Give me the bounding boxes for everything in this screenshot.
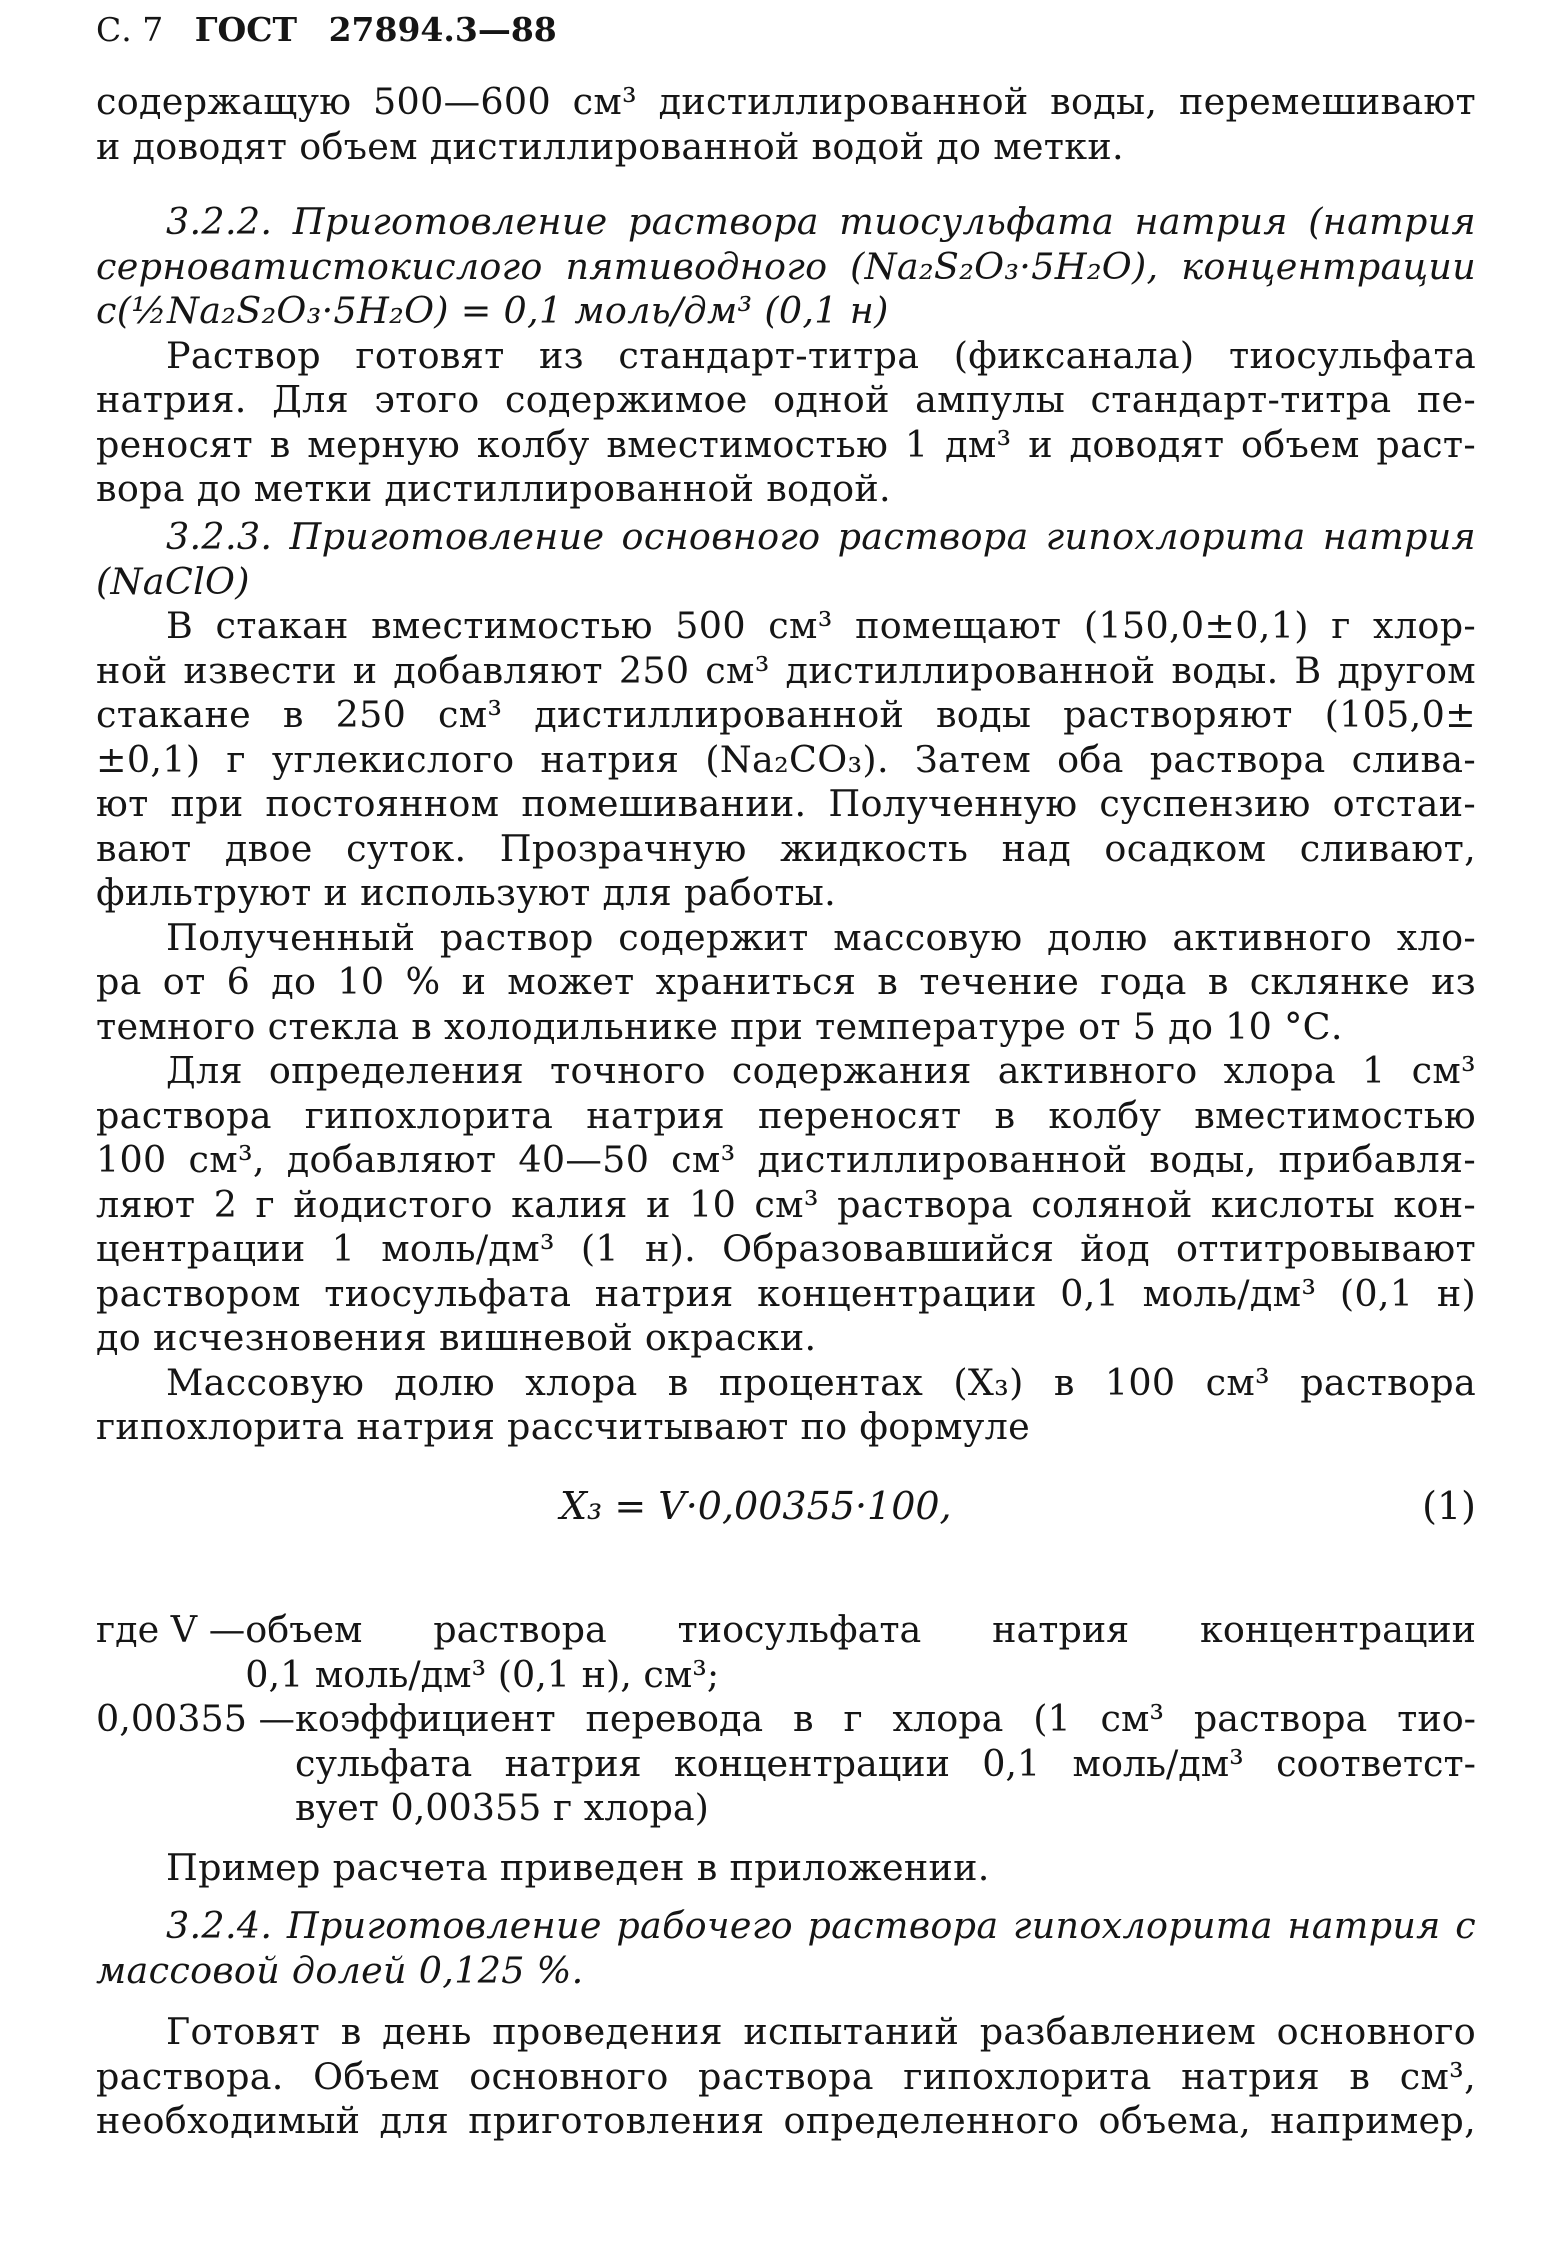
text-line: стакане в 250 см³ дистиллированной воды растворяют (105,0± — [96, 693, 1476, 736]
text-line: Раствор готовят из стандарт-титра (фиксанала) тиосульфата — [166, 333, 1476, 377]
section-3-2-2 — [96, 200, 1476, 512]
formula-number: (1) — [1422, 1484, 1476, 1528]
text-line: 100 см³, добавляют 40—50 см³ дистиллированной воды, прибавля- — [96, 1138, 1476, 1181]
text-line: сульфата натрия концентрации 0,1 моль/дм³ соответст- — [295, 1741, 1476, 1785]
text-line: натрия. Для этого содержимое одной ампулы стандарт-титра пе- — [96, 378, 1476, 421]
text-line: Полученный раствор содержит массовую долю активного хло- — [166, 915, 1476, 959]
text-line: ной извести и добавляют 250 см³ дистиллированной воды. В другом — [96, 648, 1476, 692]
legend-key: где V — — [96, 1608, 246, 1651]
heading-line: серноватистокислого пятиводного (Na₂S₂O₃·5H₂O), концентрации — [96, 244, 1476, 288]
text-line: раствором тиосульфата натрия концентрации 0,1 моль/дм³ (0,1 н) — [96, 1271, 1476, 1315]
text-line: необходимый для приготовления определенного объема, например, — [96, 2099, 1476, 2142]
text-line: ют при постоянном помешивании. Полученную суспензию отстаи- — [96, 782, 1476, 825]
paragraph — [96, 1049, 1476, 1361]
legend-row — [96, 1608, 1476, 1697]
section-heading — [96, 1904, 1476, 1993]
text-line: до исчезновения вишневой окраски. — [96, 1316, 817, 1359]
legend-description — [295, 1697, 1476, 1831]
text-line: ляют 2 г йодистого калия и 10 см³ раствора соляной кислоты кон- — [96, 1182, 1476, 1226]
heading-line: (NaClO) — [96, 559, 250, 603]
section-body — [96, 2010, 1476, 2144]
legend-key: 0,00355 — — [96, 1697, 296, 1740]
text-line: Для определения точного содержания активного хлора 1 см³ — [166, 1049, 1476, 1092]
paragraph — [96, 916, 1476, 1050]
heading-line: массовой долей 0,125 %. — [96, 1948, 584, 1992]
page-header — [96, 10, 557, 50]
section-body — [96, 334, 1476, 512]
text-line: вует 0,00355 г хлора) — [295, 1786, 709, 1829]
text-line: ра от 6 до 10 % и может храниться в течение года в склянке из — [96, 960, 1476, 1003]
legend-description — [245, 1608, 1476, 1697]
heading-line: 3.2.2. Приготовление раствора тиосульфата натрия (натрия — [166, 200, 1476, 243]
text-line: вают двое суток. Прозрачную жидкость над осадком сливают, — [96, 826, 1476, 870]
text-line: объем раствора тиосульфата натрия концентрации — [245, 1608, 1476, 1651]
heading-line: c(½Na₂S₂O₃·5H₂O) = 0,1 моль/дм³ (0,1 н) — [96, 289, 889, 332]
text-line: 0,1 моль/дм³ (0,1 н), см³; — [245, 1652, 720, 1696]
text-line: Пример расчета приведен в приложении. — [166, 1846, 990, 1889]
standard-label: ГОСТ — [194, 10, 298, 49]
text-line: ±0,1) г углекислого натрия (Na₂CO₃). Затем оба раствора слива- — [96, 737, 1476, 781]
text-line: Готовят в день проведения испытаний разбавлением основного — [166, 2010, 1476, 2053]
formula-legend — [96, 1608, 1476, 1831]
text-line: содержащую 500—600 см³ дистиллированной воды, перемешивают — [96, 80, 1476, 123]
text-line: темного стекла в холодильнике при температуре от 5 до 10 °С. — [96, 1004, 1343, 1048]
paragraph — [96, 1361, 1476, 1450]
section-3-2-3 — [96, 515, 1476, 1450]
text-line: Массовую долю хлора в процентах (X₃) в 100 см³ раствора — [166, 1360, 1476, 1404]
heading-line: 3.2.4. Приготовление рабочего раствора гипохлорита натрия с — [166, 1904, 1476, 1947]
page-number: С. 7 — [96, 10, 164, 49]
paragraph-continuation — [96, 80, 1476, 169]
text-line: вора до метки дистиллированной водой. — [96, 467, 891, 510]
example-note — [96, 1846, 1476, 1891]
text-line: коэффициент перевода в г хлора (1 см³ раствора тио- — [295, 1697, 1476, 1740]
text-line: фильтруют и используют для работы. — [96, 871, 836, 914]
text-line: раствора гипохлорита натрия переносят в колбу вместимостью — [96, 1093, 1476, 1137]
section-3-2-4 — [96, 1904, 1476, 1993]
section-heading — [96, 515, 1476, 604]
heading-line: 3.2.3. Приготовление основного раствора гипохлорита натрия — [166, 515, 1476, 558]
section-heading — [96, 200, 1476, 334]
text-line: В стакан вместимостью 500 см³ помещают (150,0±0,1) г хлор- — [166, 604, 1476, 647]
formula — [96, 1484, 1476, 1532]
legend-row — [96, 1697, 1476, 1831]
text-line: гипохлорита натрия рассчитывают по формуле — [96, 1405, 1031, 1448]
text-line: центрации 1 моль/дм³ (1 н). Образовавшийся йод оттитровывают — [96, 1227, 1476, 1270]
paragraph — [96, 604, 1476, 916]
formula-expression: X₃ = V·0,00355·100, — [560, 1484, 952, 1528]
text-line: реносят в мерную колбу вместимостью 1 дм³ и доводят объем раст- — [96, 422, 1476, 466]
text-line: и доводят объем дистиллированной водой до метки. — [96, 124, 1124, 168]
text-line: раствора. Объем основного раствора гипохлорита натрия в см³, — [96, 2054, 1476, 2098]
standard-number: 27894.3—88 — [328, 10, 557, 49]
